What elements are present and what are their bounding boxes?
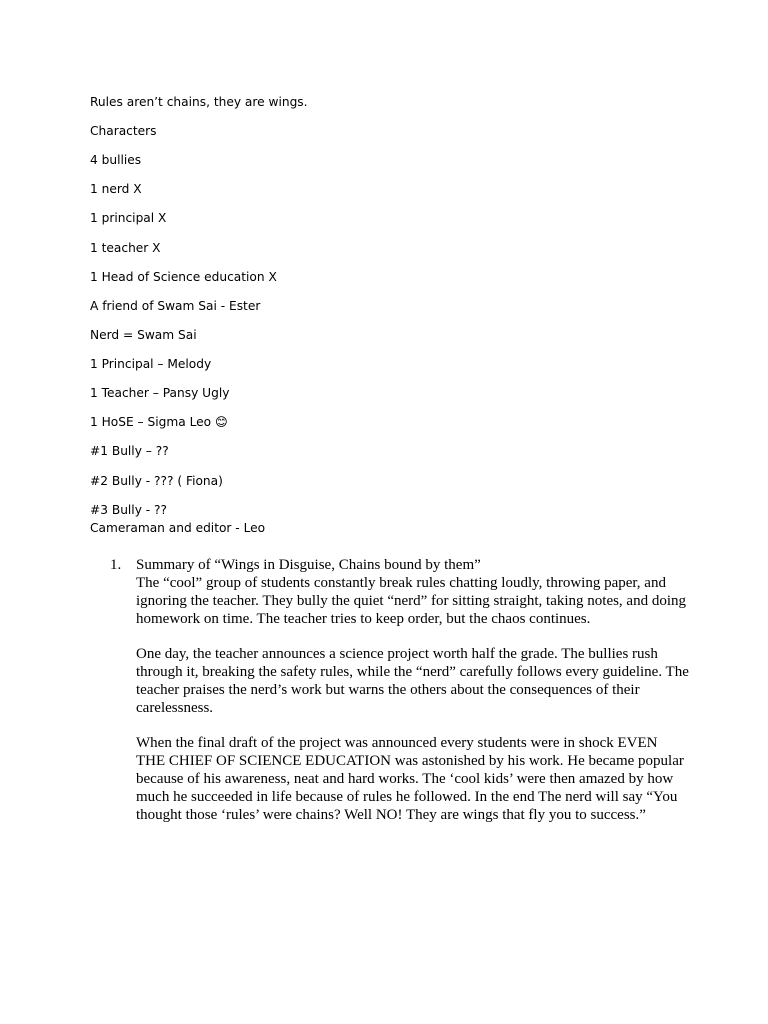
- note-principal: 1 principal X: [90, 211, 167, 225]
- note-head-of-science: 1 Head of Science education X: [90, 270, 277, 284]
- list-number: 1.: [110, 557, 122, 573]
- summary-heading: Summary of “Wings in Disguise, Chains bound by them”: [136, 557, 481, 573]
- summary-list-item: [110, 556, 690, 824]
- summary-paragraph-1: The “cool” group of students constantly break rules chatting loudly, throwing paper, and ignoring the teacher. They bully the quiet “nerd” for sitting straight, taking notes, and doing homework on time. The teacher tries to keep order, but the chaos continues.: [136, 575, 687, 627]
- summary-paragraph-3: When the final draft of the project was announced every students were in shock EVEN THE CHIEF OF SCIENCE EDUCATION was astonished by his work. He became popular because of his awareness, neat and hard works. The ‘cool kids’ were then amazed by how much he succeeded in life because of rules he followed. In the end The nerd will say “You thought those ‘rules’ were chains? Well NO! They are wings that fly you to success.”: [136, 735, 684, 823]
- note-bully-3: #3 Bully - ??: [90, 503, 167, 517]
- header-line: Rules aren’t chains, they are wings.: [90, 95, 308, 109]
- note-bullies: 4 bullies: [90, 153, 142, 167]
- note-bully-1: #1 Bully – ??: [90, 444, 169, 458]
- note-teacher: 1 teacher X: [90, 241, 161, 255]
- note-friend: A friend of Swam Sai - Ester: [90, 299, 261, 313]
- note-teacher-name: 1 Teacher – Pansy Ugly: [90, 386, 230, 400]
- summary-paragraph-2: One day, the teacher announces a science project worth half the grade. The bullies rush through it, breaking the safety rules, while the “nerd” carefully follows every guideline. The teacher praises the nerd’s work but warns the others about the consequences of their carelessness.: [136, 646, 689, 716]
- note-principal-name: 1 Principal – Melody: [90, 357, 212, 371]
- note-bully-2: #2 Bully - ??? ( Fiona): [90, 474, 223, 488]
- note-cameraman: Cameraman and editor - Leo: [90, 521, 266, 535]
- summary-body: [136, 556, 690, 824]
- note-nerd: 1 nerd X: [90, 182, 142, 196]
- note-characters: Characters: [90, 124, 157, 138]
- note-hose-name: 1 HoSE – Sigma Leo 😊: [90, 415, 228, 429]
- note-nerd-name: Nerd = Swam Sai: [90, 328, 197, 342]
